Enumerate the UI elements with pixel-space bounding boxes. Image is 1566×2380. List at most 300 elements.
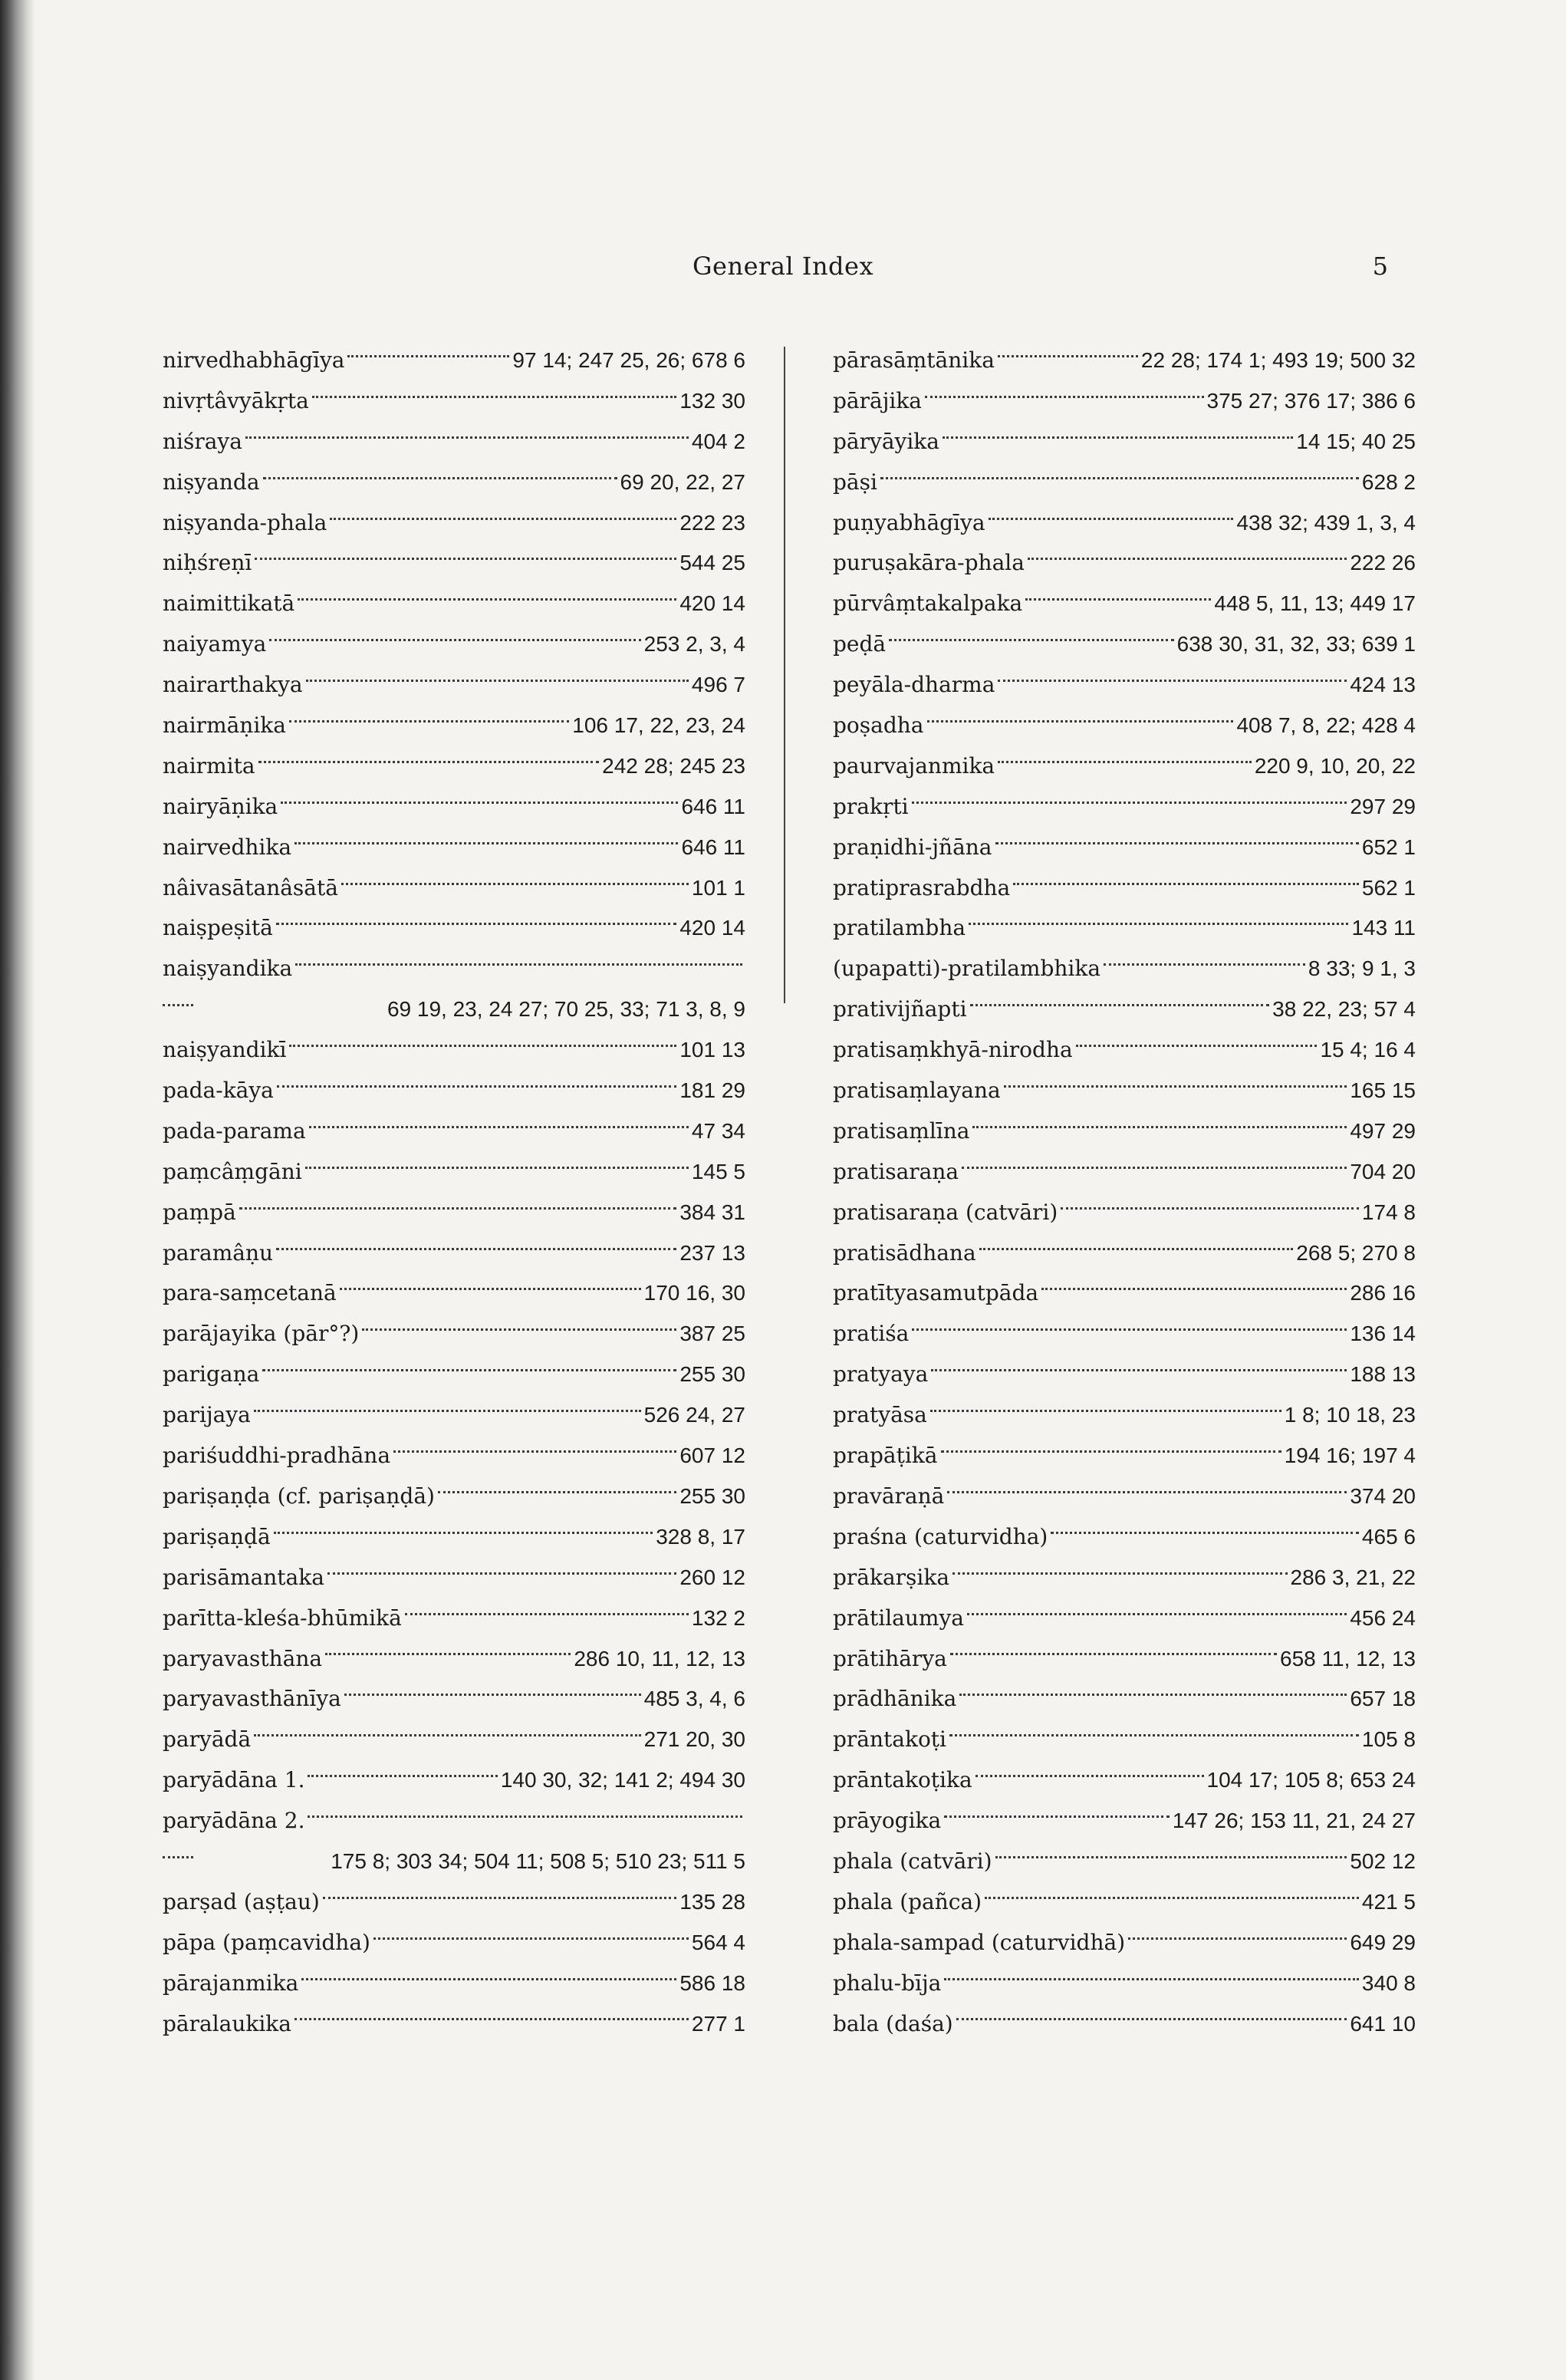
index-entry [163, 989, 745, 1030]
page-references: 175 8; 303 34; 504 11; 508 5; 510 23; 511 5 [331, 1848, 745, 1873]
index-entry [833, 1233, 1416, 1274]
page-references: 222 26 [1350, 551, 1416, 575]
leader-dots [298, 598, 676, 601]
page-references: 8 33; 9 1, 3 [1308, 956, 1416, 981]
leader-dots [295, 963, 742, 966]
index-entry [163, 746, 745, 787]
index-entry [833, 1760, 1416, 1801]
leader-dots [930, 1410, 1281, 1412]
index-term: pratyaya [833, 1361, 929, 1388]
leader-dots [912, 802, 1347, 804]
index-entry [163, 341, 745, 381]
index-entry [163, 2004, 745, 2045]
index-entry [163, 543, 745, 584]
index-entry [833, 1030, 1416, 1071]
page-references: 375 27; 376 17; 386 6 [1206, 388, 1416, 413]
index-entry [163, 949, 745, 989]
index-entry [833, 706, 1416, 746]
index-entry [833, 584, 1416, 624]
page-references: 132 30 [679, 388, 745, 413]
leader-dots [944, 1815, 1170, 1818]
index-entry [833, 624, 1416, 665]
index-entry [833, 1111, 1416, 1152]
page-references: 286 16 [1350, 1281, 1416, 1305]
leader-dots [340, 1288, 641, 1290]
leader-dots [962, 1167, 1347, 1169]
leader-dots [925, 396, 1204, 398]
leader-dots [969, 923, 1348, 925]
page-references: 97 14; 247 25, 26; 678 6 [512, 348, 745, 372]
leader-dots [912, 1328, 1347, 1331]
page-references: 136 14 [1350, 1322, 1416, 1346]
index-term: phalu-bīja [833, 1970, 942, 1996]
index-entry [833, 1639, 1416, 1680]
page-references: 485 3, 4, 6 [643, 1687, 745, 1711]
index-term: pratiśa [833, 1321, 910, 1347]
index-entry [833, 1314, 1416, 1355]
index-entry [163, 584, 745, 624]
index-term: pāralaukika [163, 2010, 291, 2036]
page-references: 502 12 [1350, 1848, 1416, 1873]
index-term: pravāraṇā [833, 1483, 945, 1509]
page-references: 170 16, 30 [643, 1281, 745, 1305]
index-column-right [833, 341, 1416, 2044]
index-entry [833, 1598, 1416, 1639]
index-term: pratisaṃlīna [833, 1118, 970, 1144]
page-references: 607 12 [679, 1443, 745, 1468]
index-entry [833, 1882, 1416, 1923]
index-term: paṃpā [163, 1199, 236, 1225]
index-term: prakṛti [833, 793, 909, 819]
leader-dots [970, 1004, 1270, 1006]
leader-dots [1128, 1937, 1347, 1940]
index-entry [833, 503, 1416, 544]
index-term: pratiprasrabdha [833, 874, 1011, 900]
index-term: nairyāṇika [163, 793, 278, 819]
leader-dots [325, 1653, 571, 1655]
index-entry [833, 1679, 1416, 1720]
index-entry [833, 828, 1416, 868]
page-references: 297 29 [1350, 794, 1416, 818]
page-references: 646 11 [681, 794, 745, 818]
leader-dots [262, 1369, 676, 1371]
index-entry [163, 868, 745, 909]
leader-dots [277, 1085, 676, 1088]
index-entry [163, 1517, 745, 1558]
index-entry [163, 1395, 745, 1436]
leader-dots [1004, 1085, 1347, 1088]
leader-dots [959, 1694, 1347, 1696]
index-term: paurvajanmika [833, 752, 995, 779]
index-term: nivṛtâvyākṛta [163, 387, 309, 413]
index-entry [833, 787, 1416, 828]
index-entry [833, 1517, 1416, 1558]
page-references: 38 22, 23; 57 4 [1272, 997, 1416, 1022]
leader-dots [163, 1856, 193, 1858]
leader-dots [276, 923, 677, 925]
index-term: nairvedhika [163, 834, 292, 860]
page-references: 165 15 [1350, 1078, 1416, 1103]
page-references: 222 23 [679, 510, 745, 535]
index-entry [833, 1964, 1416, 2004]
leader-dots [989, 518, 1234, 520]
index-term: pāryāyika [833, 428, 939, 454]
leader-dots [979, 1248, 1294, 1250]
page-references: 652 1 [1361, 834, 1416, 859]
index-term: prātihārya [833, 1645, 947, 1671]
leader-dots [950, 1653, 1277, 1655]
leader-dots [263, 477, 617, 479]
index-term: nairmita [163, 752, 255, 779]
index-term: pariśuddhi-pradhāna [163, 1443, 391, 1469]
index-term: niṣyanda [163, 469, 260, 495]
index-term: pārājika [833, 387, 922, 413]
index-term: paṃcâṃgāni [163, 1158, 302, 1184]
index-entry [833, 908, 1416, 949]
page-references: 496 7 [691, 673, 745, 697]
index-entry [163, 1355, 745, 1395]
index-entry [163, 1436, 745, 1476]
index-entry [163, 381, 745, 422]
index-term: pratisaraṇa (catvāri) [833, 1199, 1058, 1225]
leader-dots [341, 883, 689, 885]
index-term: pratisaṃkhyā-nirodha [833, 1037, 1073, 1063]
page-references: 657 18 [1350, 1687, 1416, 1711]
index-term: prāntakoṭika [833, 1767, 972, 1793]
page-references: 15 4; 16 4 [1320, 1038, 1416, 1062]
page-references: 286 3, 21, 22 [1290, 1565, 1416, 1589]
index-term: paramâṇu [163, 1239, 274, 1266]
index-term: nairarthakya [163, 672, 303, 698]
page-references: 658 11, 12, 13 [1280, 1646, 1416, 1671]
leader-dots [1041, 1288, 1347, 1290]
leader-dots [880, 477, 1359, 479]
index-entry [833, 422, 1416, 463]
leader-dots [1028, 558, 1347, 560]
page-references: 14 15; 40 25 [1296, 429, 1416, 453]
leader-dots [294, 2018, 689, 2020]
index-entry [163, 624, 745, 665]
index-entry [163, 1923, 745, 1964]
page-references: 420 14 [679, 591, 745, 616]
page-references: 704 20 [1350, 1159, 1416, 1183]
page-references: 562 1 [1361, 875, 1416, 900]
index-entry [163, 1558, 745, 1598]
index-entry [163, 1598, 745, 1639]
index-term: peyāla-dharma [833, 672, 995, 698]
index-entry [833, 341, 1416, 381]
leader-dots [405, 1613, 689, 1615]
leader-dots [998, 355, 1138, 357]
leader-dots [373, 1937, 689, 1940]
page-references: 420 14 [679, 916, 745, 940]
page-references: 255 30 [679, 1362, 745, 1387]
index-entry [163, 706, 745, 746]
leader-dots [972, 1126, 1347, 1128]
leader-dots [438, 1491, 676, 1493]
index-entry [833, 1476, 1416, 1517]
leader-dots [308, 1815, 742, 1818]
leader-dots [254, 1410, 641, 1412]
index-term: parigaṇa [163, 1361, 260, 1388]
index-term: pūrvâṃtakalpaka [833, 591, 1023, 617]
index-entry [833, 1193, 1416, 1233]
page-references: 104 17; 105 8; 653 24 [1206, 1768, 1416, 1792]
index-entry [163, 1720, 745, 1760]
leader-dots [362, 1328, 676, 1331]
index-entry [833, 1273, 1416, 1314]
leader-dots [281, 802, 678, 804]
index-entry [163, 1842, 745, 1882]
leader-dots [931, 1369, 1347, 1371]
leader-dots [309, 1126, 689, 1128]
index-term: pariṣaṇḍa (cf. pariṣaṇḍā) [163, 1483, 435, 1509]
page-references: 374 20 [1350, 1483, 1416, 1508]
index-term: naiṣyandika [163, 956, 293, 982]
page-references: 328 8, 17 [656, 1524, 745, 1549]
index-entry [163, 1760, 745, 1801]
leader-dots [952, 1572, 1287, 1575]
index-term: pratyāsa [833, 1402, 927, 1428]
page-references: 220 9, 10, 20, 22 [1254, 753, 1416, 778]
page-references: 147 26; 153 11, 21, 24 27 [1172, 1809, 1416, 1833]
index-entry [163, 1964, 745, 2004]
leader-dots [947, 1491, 1347, 1493]
index-term: puruṣakāra-phala [833, 550, 1025, 576]
index-term: para-saṃcetanā [163, 1280, 337, 1306]
index-entry [163, 1273, 745, 1314]
page-references: 465 6 [1361, 1524, 1416, 1549]
page-references: 140 30, 32; 141 2; 494 30 [500, 1768, 745, 1792]
page-references: 638 30, 31, 32, 33; 639 1 [1176, 632, 1416, 657]
index-term: bala (daśa) [833, 2010, 953, 2036]
leader-dots [1061, 1207, 1359, 1210]
index-term: nirvedhabhāgīya [163, 347, 345, 373]
running-title: General Index [692, 252, 874, 281]
index-entry [833, 746, 1416, 787]
page-references: 497 29 [1350, 1118, 1416, 1143]
page-references: 255 30 [679, 1483, 745, 1508]
index-term: naiyamya [163, 631, 267, 657]
index-entry [163, 1233, 745, 1274]
leader-dots [998, 761, 1252, 763]
page-references: 135 28 [679, 1889, 745, 1914]
page-references: 277 1 [691, 2011, 745, 2036]
leader-dots [943, 436, 1293, 439]
index-entry [163, 828, 745, 868]
page-references: 237 13 [679, 1240, 745, 1265]
index-term: prākarṣika [833, 1564, 950, 1590]
page-references: 132 2 [691, 1605, 745, 1630]
index-term: prādhānika [833, 1686, 957, 1712]
index-term: naimittikatā [163, 591, 295, 617]
index-entry [163, 422, 745, 463]
leader-dots [306, 680, 689, 682]
index-term: parisāmantaka [163, 1564, 324, 1590]
leader-dots [949, 1734, 1359, 1736]
leader-dots [308, 1775, 497, 1777]
page-references: 101 13 [679, 1038, 745, 1062]
leader-dots [1076, 1045, 1318, 1047]
leader-dots [312, 396, 677, 398]
index-entry [163, 1801, 745, 1842]
index-term: phala-sampad (caturvidhā) [833, 1929, 1126, 1955]
index-term: peḍā [833, 631, 887, 657]
page-references: 22 28; 174 1; 493 19; 500 32 [1140, 348, 1416, 372]
leader-dots [1013, 883, 1359, 885]
leader-dots [289, 720, 569, 723]
page-references: 69 19, 23, 24 27; 70 25, 33; 71 3, 8, 9 [387, 997, 745, 1022]
index-term: pada-kāya [163, 1078, 274, 1104]
index-term: praṇidhi-jñāna [833, 834, 992, 860]
leader-dots [941, 1450, 1281, 1453]
index-term: phala (pañca) [833, 1888, 982, 1914]
leader-dots [276, 1248, 676, 1250]
index-term: prāntakoṭi [833, 1727, 947, 1753]
leader-dots [301, 1978, 676, 1980]
page-references: 387 25 [679, 1322, 745, 1346]
index-entry [163, 787, 745, 828]
index-term: pariṣaṇḍā [163, 1523, 271, 1549]
index-entry [833, 868, 1416, 909]
leader-dots [347, 355, 509, 357]
page-references: 194 16; 197 4 [1284, 1443, 1416, 1468]
page-references: 641 10 [1350, 2011, 1416, 2036]
index-term: nâivasātanâsātā [163, 874, 338, 900]
page-references: 242 28; 245 23 [602, 753, 745, 778]
page-references: 143 11 [1351, 916, 1416, 940]
leader-dots [274, 1532, 653, 1534]
index-entry [833, 1720, 1416, 1760]
index-entry [833, 1436, 1416, 1476]
leader-dots [927, 720, 1234, 723]
page-references: 181 29 [679, 1078, 745, 1103]
leader-dots [998, 680, 1347, 682]
index-term: pratisaraṇa [833, 1158, 959, 1184]
leader-dots [327, 1572, 676, 1575]
index-entry [833, 1152, 1416, 1193]
index-term: pāpa (paṃcavidha) [163, 1929, 370, 1955]
index-term: poṣadha [833, 713, 924, 739]
index-term: parītta-kleśa-bhūmikā [163, 1605, 402, 1631]
page-references: 526 24, 27 [643, 1403, 745, 1427]
index-term: paryādāna 2. [163, 1808, 305, 1834]
index-term: niśraya [163, 428, 242, 454]
index-entry [833, 665, 1416, 706]
leader-dots [967, 1613, 1347, 1615]
page-references: 106 17, 22, 23, 24 [572, 713, 745, 738]
page-references: 438 32; 439 1, 3, 4 [1236, 510, 1416, 535]
page-references: 384 31 [679, 1200, 745, 1224]
index-term: prāyogika [833, 1808, 942, 1834]
index-entry [833, 1558, 1416, 1598]
index-entry [833, 2004, 1416, 2045]
leader-dots [163, 1004, 193, 1006]
page-references: 646 11 [681, 834, 745, 859]
index-term: pārajanmika [163, 1970, 299, 1996]
index-term: paryavasthāna [163, 1645, 323, 1671]
index-entry [163, 1152, 745, 1193]
index-entry [833, 989, 1416, 1030]
index-entry [163, 463, 745, 503]
leader-dots [289, 1045, 676, 1047]
page-references: 271 20, 30 [643, 1727, 745, 1752]
index-term: nairmāṇika [163, 713, 286, 739]
leader-dots [294, 842, 678, 844]
column-divider [784, 347, 785, 1003]
page-references: 105 8 [1361, 1727, 1416, 1752]
page-references: 628 2 [1361, 469, 1416, 494]
page-references: 47 34 [691, 1118, 745, 1143]
index-term: pāṣi [833, 469, 877, 495]
page-references: 101 1 [691, 875, 745, 900]
index-term: paryādā [163, 1727, 252, 1753]
leader-dots [245, 436, 689, 439]
leader-dots [239, 1207, 677, 1210]
index-term: parājayika (pār°?) [163, 1321, 360, 1347]
index-entry [833, 463, 1416, 503]
index-term: prativijñapti [833, 996, 967, 1022]
page-references: 145 5 [691, 1159, 745, 1183]
index-entry [163, 1071, 745, 1111]
page-references: 253 2, 3, 4 [643, 632, 745, 657]
leader-dots [1025, 598, 1211, 601]
index-entry [163, 1030, 745, 1071]
leader-dots [258, 761, 600, 763]
page-number: 5 [1372, 252, 1388, 281]
index-term: pratisādhana [833, 1239, 976, 1266]
index-entry [833, 1355, 1416, 1395]
index-entry [833, 381, 1416, 422]
index-term: phala (catvāri) [833, 1848, 992, 1874]
index-entry [833, 949, 1416, 989]
leader-dots [1051, 1532, 1359, 1534]
page-binding-edge [0, 0, 35, 2380]
index-entry [163, 1639, 745, 1680]
index-term: niṣyanda-phala [163, 509, 327, 535]
index-entry [163, 908, 745, 949]
leader-dots [1104, 963, 1305, 966]
index-term: (upapatti)-pratilambhika [833, 956, 1101, 982]
index-entry [833, 1395, 1416, 1436]
index-entry [163, 1476, 745, 1517]
leader-dots [254, 1734, 641, 1736]
page-references: 286 10, 11, 12, 13 [574, 1646, 745, 1671]
index-entry [163, 1882, 745, 1923]
page-references: 564 4 [691, 1930, 745, 1954]
leader-dots [995, 1856, 1347, 1858]
leader-dots [323, 1897, 677, 1899]
page-references: 1 8; 10 18, 23 [1284, 1403, 1416, 1427]
page-references: 174 8 [1361, 1200, 1416, 1224]
index-term: pada-parama [163, 1118, 306, 1144]
page-references: 586 18 [679, 1970, 745, 1995]
leader-dots [305, 1167, 689, 1169]
index-column-left [163, 341, 745, 2044]
leader-dots [255, 558, 676, 560]
index-term: niḥśreṇī [163, 550, 252, 576]
index-entry [833, 1071, 1416, 1111]
leader-dots [393, 1450, 676, 1453]
page-references: 408 7, 8, 22; 428 4 [1236, 713, 1416, 738]
leader-dots [975, 1775, 1204, 1777]
page-references: 340 8 [1361, 1970, 1416, 1995]
page-references: 448 5, 11, 13; 449 17 [1214, 591, 1416, 616]
page-references: 260 12 [679, 1565, 745, 1589]
index-term: pratītyasamutpāda [833, 1280, 1039, 1306]
leader-dots [995, 842, 1359, 844]
leader-dots [944, 1978, 1359, 1980]
